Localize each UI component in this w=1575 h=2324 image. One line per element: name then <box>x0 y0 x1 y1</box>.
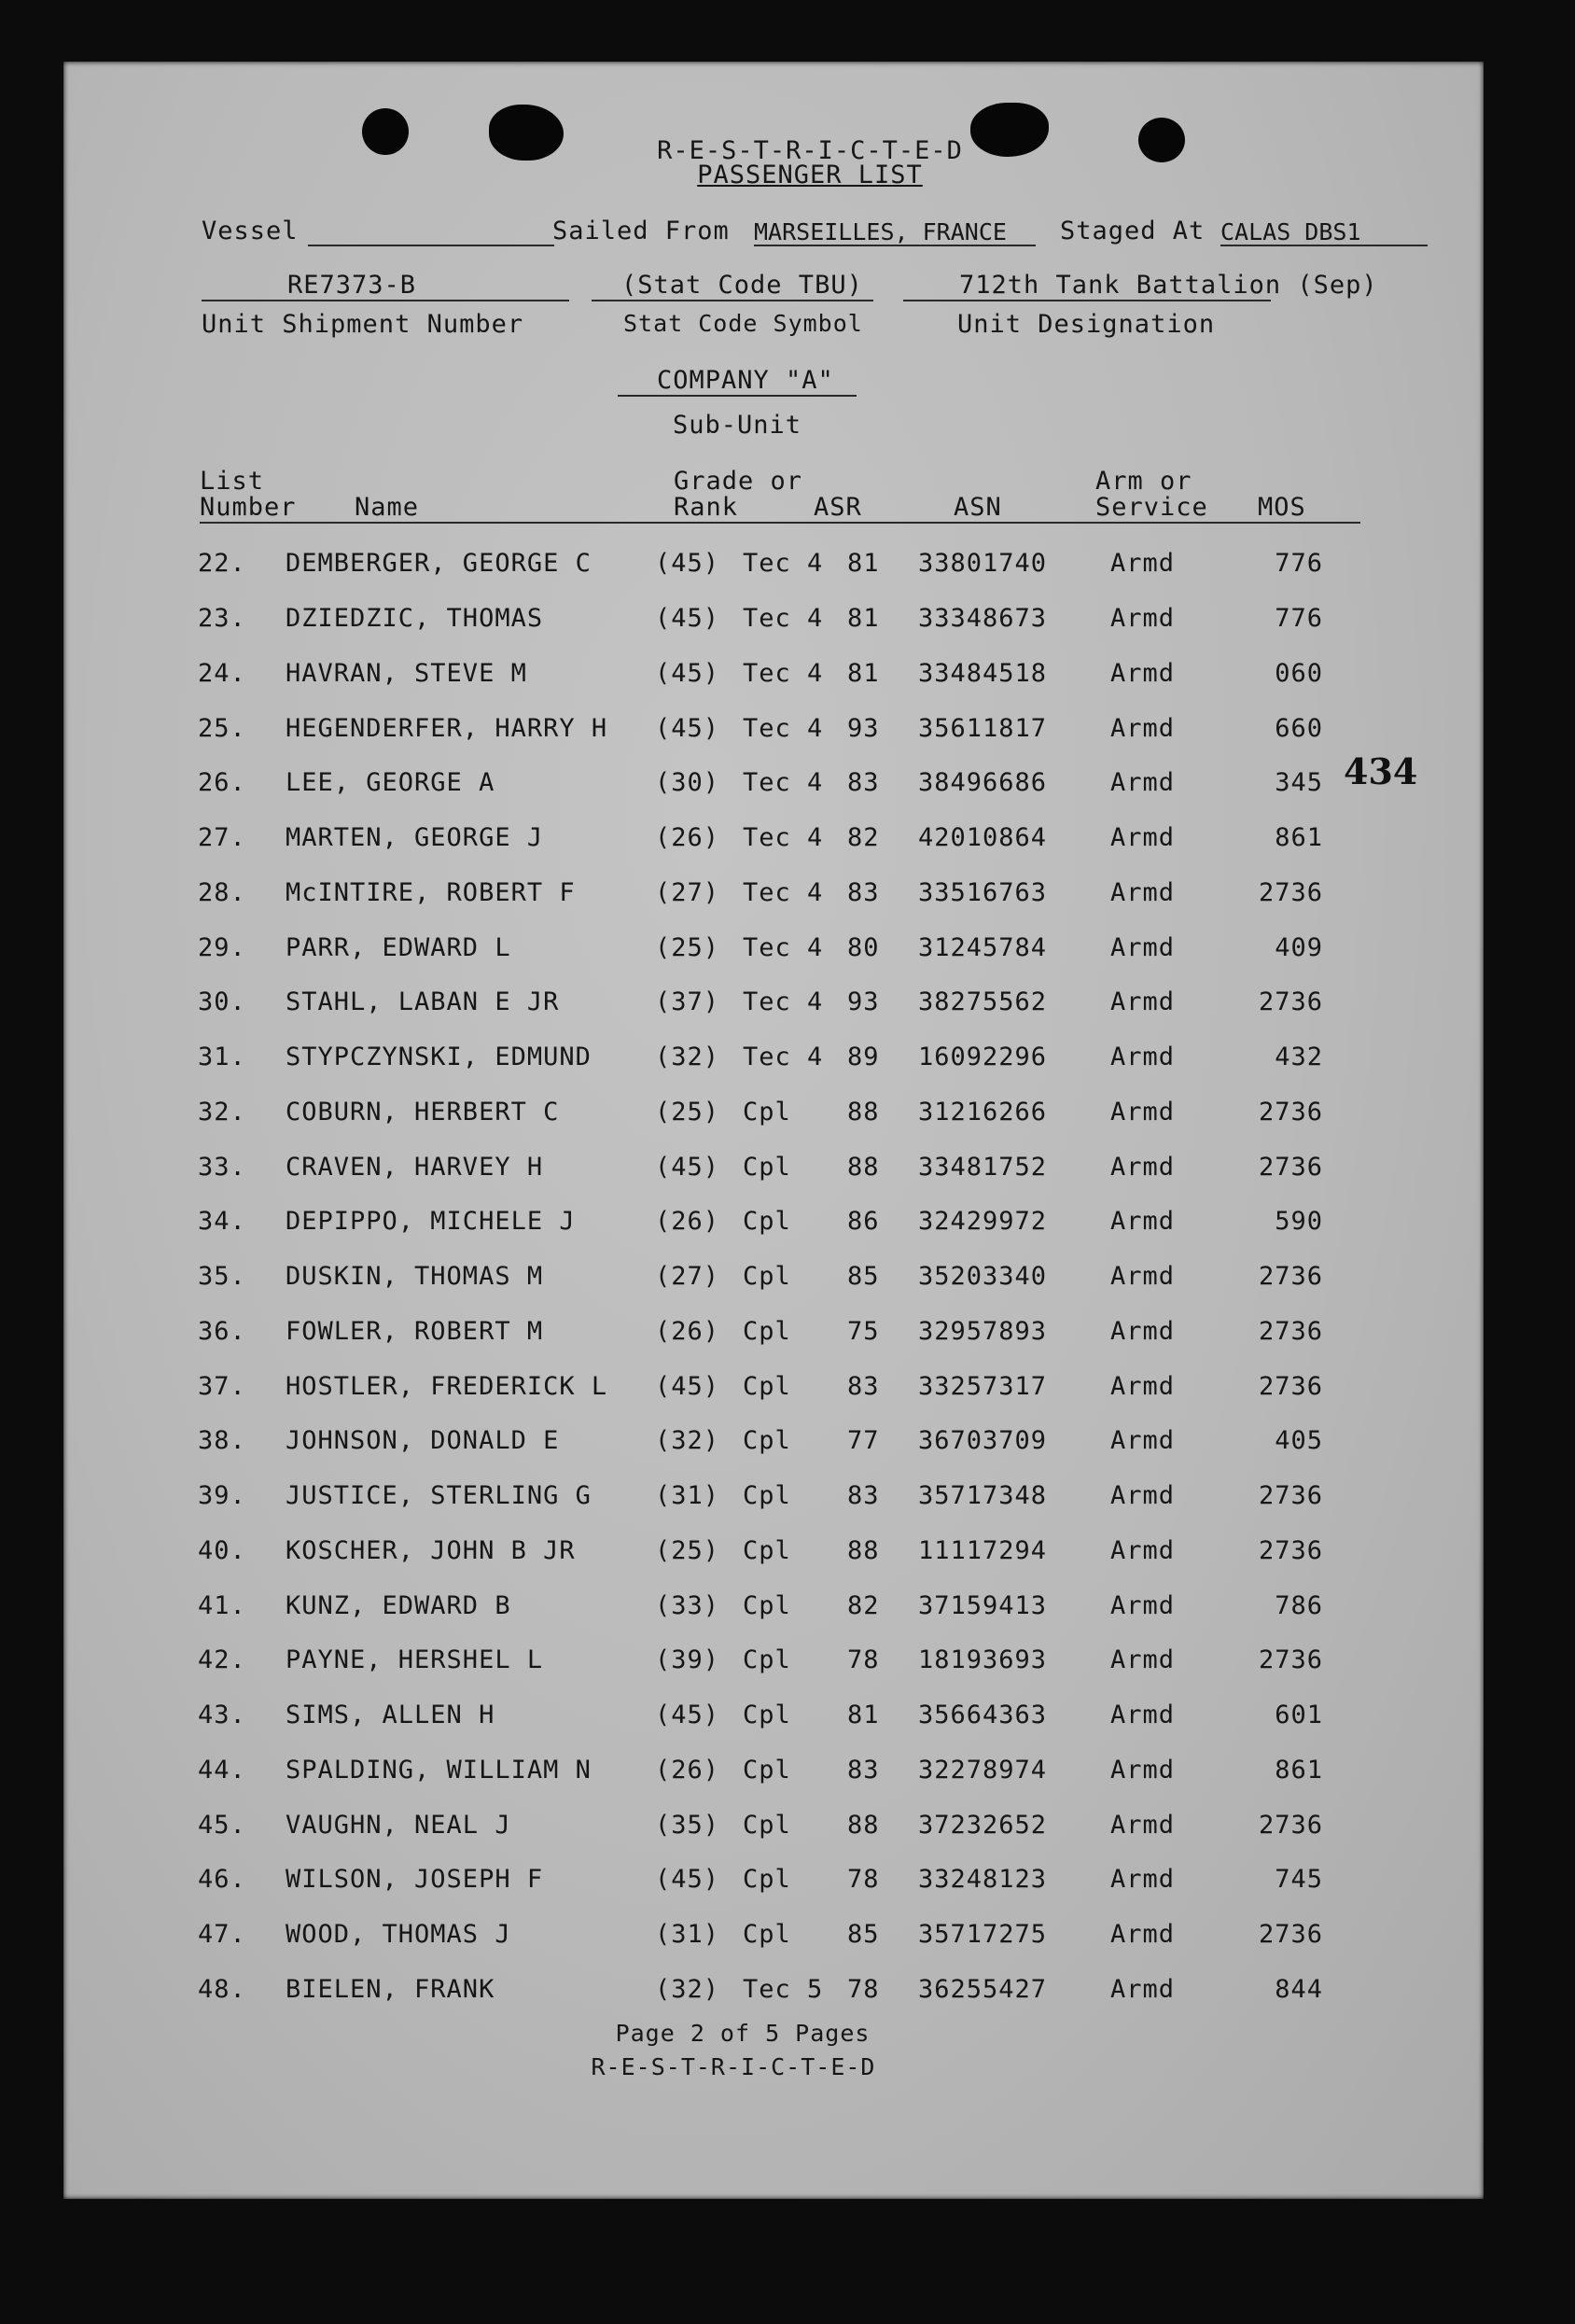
rank: Cpl <box>743 1645 791 1674</box>
punch-hole <box>489 105 564 161</box>
rank: Tec 4 <box>743 604 824 633</box>
punch-hole <box>1138 118 1185 162</box>
mos: 409 <box>1275 933 1323 962</box>
arm-service: Armd <box>1110 1153 1176 1182</box>
table-row <box>63 714 1484 751</box>
mos: 345 <box>1275 768 1323 797</box>
list-number: 40. <box>198 1536 246 1565</box>
table-row <box>63 1426 1484 1463</box>
rank: Cpl <box>743 1591 791 1620</box>
age: (25) <box>655 933 720 962</box>
asn: 33516763 <box>918 878 1048 907</box>
rank: Cpl <box>743 1098 791 1127</box>
table-row <box>63 823 1484 861</box>
asr: 83 <box>847 878 880 907</box>
sailed-from-value: MARSEILLES, FRANCE <box>754 218 1007 245</box>
arm-service: Armd <box>1110 1811 1176 1840</box>
asn: 37159413 <box>918 1591 1048 1620</box>
passenger-name: STYPCZYNSKI, EDMUND <box>286 1043 592 1071</box>
age: (39) <box>655 1645 720 1674</box>
mos: 2736 <box>1258 987 1323 1016</box>
table-row <box>63 1645 1484 1683</box>
age: (31) <box>655 1920 720 1949</box>
rank: Tec 4 <box>743 823 824 852</box>
asn: 32957893 <box>918 1317 1048 1346</box>
list-number: 28. <box>198 878 246 907</box>
age: (32) <box>655 1043 720 1071</box>
asn: 38275562 <box>918 987 1048 1016</box>
mos: 861 <box>1275 1756 1323 1785</box>
asr: 82 <box>847 1591 880 1620</box>
list-number: 35. <box>198 1262 246 1291</box>
mos: 2736 <box>1258 1098 1323 1127</box>
list-number: 27. <box>198 823 246 852</box>
mos: 776 <box>1275 549 1323 578</box>
punch-hole <box>362 108 409 155</box>
passenger-name: COBURN, HERBERT C <box>286 1098 560 1127</box>
mos: 2736 <box>1258 1372 1323 1401</box>
rank: Cpl <box>743 1756 791 1785</box>
passenger-name: BIELEN, FRANK <box>286 1975 495 2004</box>
asn: 31216266 <box>918 1098 1048 1127</box>
arm-service: Armd <box>1110 714 1176 743</box>
passenger-name: CRAVEN, HARVEY H <box>286 1153 544 1182</box>
passenger-name: JUSTICE, STERLING G <box>286 1481 592 1510</box>
age: (25) <box>655 1098 720 1127</box>
arm-service: Armd <box>1110 987 1176 1016</box>
asn: 42010864 <box>918 823 1048 852</box>
sailed-from-label: Sailed From <box>552 217 730 245</box>
list-number: 31. <box>198 1043 246 1071</box>
mos: 2736 <box>1258 1317 1323 1346</box>
table-row <box>63 604 1484 641</box>
rank: Cpl <box>743 1207 791 1236</box>
unit-designation-line <box>903 300 1271 301</box>
asr: 78 <box>847 1975 880 2004</box>
mos: 660 <box>1275 714 1323 743</box>
list-number: 42. <box>198 1645 246 1674</box>
page-number: Page 2 of 5 Pages <box>615 2020 871 2047</box>
arm-service: Armd <box>1110 933 1176 962</box>
arm-service: Armd <box>1110 878 1176 907</box>
passenger-name: SPALDING, WILLIAM N <box>286 1756 592 1785</box>
list-number: 38. <box>198 1426 246 1455</box>
asr: 93 <box>847 714 880 743</box>
list-number: 44. <box>198 1756 246 1785</box>
asn: 35664363 <box>918 1701 1048 1729</box>
asn: 35611817 <box>918 714 1048 743</box>
asn: 37232652 <box>918 1811 1048 1840</box>
rank: Tec 5 <box>743 1975 824 2004</box>
table-row <box>63 659 1484 696</box>
age: (27) <box>655 878 720 907</box>
arm-service: Armd <box>1110 604 1176 633</box>
asr: 89 <box>847 1043 880 1071</box>
mos: 601 <box>1275 1701 1323 1729</box>
asn: 33484518 <box>918 659 1048 688</box>
rank: Cpl <box>743 1701 791 1729</box>
passenger-name: HAVRAN, STEVE M <box>286 659 527 688</box>
asn: 35717275 <box>918 1920 1048 1949</box>
table-row <box>63 1043 1484 1080</box>
col-grade-2: Rank <box>674 493 739 522</box>
list-number: 32. <box>198 1098 246 1127</box>
asr: 93 <box>847 987 880 1016</box>
column-header-rule <box>200 522 1360 524</box>
arm-service: Armd <box>1110 1262 1176 1291</box>
rank: Cpl <box>743 1426 791 1455</box>
table-row <box>63 1098 1484 1135</box>
table-row <box>63 1865 1484 1902</box>
list-number: 26. <box>198 768 246 797</box>
passenger-name: McINTIRE, ROBERT F <box>286 878 576 907</box>
table-row <box>63 1536 1484 1574</box>
age: (26) <box>655 1317 720 1346</box>
age: (25) <box>655 1536 720 1565</box>
asr: 82 <box>847 823 880 852</box>
passenger-name: PAYNE, HERSHEL L <box>286 1645 544 1674</box>
rank: Tec 4 <box>743 768 824 797</box>
asr: 81 <box>847 549 880 578</box>
rank: Cpl <box>743 1262 791 1291</box>
col-asr: ASR <box>814 493 862 522</box>
age: (45) <box>655 1701 720 1729</box>
asr: 85 <box>847 1920 880 1949</box>
col-arm-1: Arm or <box>1095 467 1192 496</box>
staged-at-label: Staged At <box>1060 217 1206 245</box>
asr: 81 <box>847 604 880 633</box>
mos: 861 <box>1275 823 1323 852</box>
table-row <box>63 768 1484 805</box>
mos: 786 <box>1275 1591 1323 1620</box>
unit-shipment-label: Unit Shipment Number <box>202 310 524 339</box>
sub-unit-label: Sub-Unit <box>673 411 802 440</box>
asr: 77 <box>847 1426 880 1455</box>
arm-service: Armd <box>1110 1920 1176 1949</box>
asr: 75 <box>847 1317 880 1346</box>
asn: 11117294 <box>918 1536 1048 1565</box>
asn: 35203340 <box>918 1262 1048 1291</box>
passenger-name: JOHNSON, DONALD E <box>286 1426 560 1455</box>
passenger-name: DEPIPPO, MICHELE J <box>286 1207 576 1236</box>
asr: 85 <box>847 1262 880 1291</box>
table-row <box>63 1207 1484 1244</box>
table-row <box>63 1153 1484 1190</box>
arm-service: Armd <box>1110 1536 1176 1565</box>
rank: Tec 4 <box>743 714 824 743</box>
asr: 83 <box>847 1481 880 1510</box>
age: (45) <box>655 714 720 743</box>
passenger-name: VAUGHN, NEAL J <box>286 1811 511 1840</box>
mos: 405 <box>1275 1426 1323 1455</box>
table-row <box>63 1591 1484 1629</box>
age: (30) <box>655 768 720 797</box>
arm-service: Armd <box>1110 549 1176 578</box>
mos: 432 <box>1275 1043 1323 1071</box>
list-number: 30. <box>198 987 246 1016</box>
asn: 31245784 <box>918 933 1048 962</box>
list-number: 37. <box>198 1372 246 1401</box>
mos: 2736 <box>1258 1645 1323 1674</box>
passenger-name: HEGENDERFER, HARRY H <box>286 714 608 743</box>
list-number: 34. <box>198 1207 246 1236</box>
arm-service: Armd <box>1110 823 1176 852</box>
arm-service: Armd <box>1110 1207 1176 1236</box>
asr: 83 <box>847 1372 880 1401</box>
col-asn: ASN <box>954 493 1002 522</box>
passenger-name: KUNZ, EDWARD B <box>286 1591 511 1620</box>
asn: 35717348 <box>918 1481 1048 1510</box>
age: (26) <box>655 1756 720 1785</box>
restricted-header: R-E-S-T-R-I-C-T-E-D <box>657 136 963 165</box>
stat-code-label: Stat Code Symbol <box>623 310 863 337</box>
arm-service: Armd <box>1110 659 1176 688</box>
arm-service: Armd <box>1110 1481 1176 1510</box>
mos: 2736 <box>1258 1262 1323 1291</box>
asn: 36703709 <box>918 1426 1048 1455</box>
arm-service: Armd <box>1110 1098 1176 1127</box>
list-number: 45. <box>198 1811 246 1840</box>
passenger-name: SIMS, ALLEN H <box>286 1701 495 1729</box>
punch-hole <box>970 103 1049 157</box>
mos: 2736 <box>1258 1811 1323 1840</box>
passenger-name: LEE, GEORGE A <box>286 768 495 797</box>
table-row <box>63 1262 1484 1299</box>
rank: Tec 4 <box>743 987 824 1016</box>
document-page <box>63 62 1484 2199</box>
arm-service: Armd <box>1110 1317 1176 1346</box>
age: (45) <box>655 604 720 633</box>
passenger-name: FOWLER, ROBERT M <box>286 1317 544 1346</box>
table-row <box>63 1756 1484 1793</box>
asn: 33801740 <box>918 549 1048 578</box>
asn: 33257317 <box>918 1372 1048 1401</box>
rank: Cpl <box>743 1920 791 1949</box>
arm-service: Armd <box>1110 1426 1176 1455</box>
vessel-label: Vessel <box>202 217 299 245</box>
table-row <box>63 1920 1484 1957</box>
arm-service: Armd <box>1110 1043 1176 1071</box>
mos: 590 <box>1275 1207 1323 1236</box>
rank: Cpl <box>743 1317 791 1346</box>
passenger-name: PARR, EDWARD L <box>286 933 511 962</box>
table-row <box>63 878 1484 916</box>
arm-service: Armd <box>1110 1591 1176 1620</box>
mos: 776 <box>1275 604 1323 633</box>
asn: 32278974 <box>918 1756 1048 1785</box>
unit-shipment-line <box>202 300 569 301</box>
list-number: 47. <box>198 1920 246 1949</box>
asr: 83 <box>847 768 880 797</box>
asr: 81 <box>847 659 880 688</box>
passenger-name: WILSON, JOSEPH F <box>286 1865 544 1894</box>
asn: 33348673 <box>918 604 1048 633</box>
asr: 81 <box>847 1701 880 1729</box>
passenger-name: DZIEDZIC, THOMAS <box>286 604 544 633</box>
list-number: 41. <box>198 1591 246 1620</box>
mos: 2736 <box>1258 1153 1323 1182</box>
list-number: 25. <box>198 714 246 743</box>
asn: 38496686 <box>918 768 1048 797</box>
asn: 18193693 <box>918 1645 1048 1674</box>
asr: 88 <box>847 1098 880 1127</box>
rank: Cpl <box>743 1536 791 1565</box>
vessel-field-line <box>308 245 554 246</box>
list-number: 29. <box>198 933 246 962</box>
asn: 16092296 <box>918 1043 1048 1071</box>
age: (26) <box>655 823 720 852</box>
passenger-name: HOSTLER, FREDERICK L <box>286 1372 608 1401</box>
asn: 33481752 <box>918 1153 1048 1182</box>
table-row <box>63 1372 1484 1409</box>
age: (31) <box>655 1481 720 1510</box>
passenger-name: WOOD, THOMAS J <box>286 1920 511 1949</box>
table-row <box>63 933 1484 971</box>
asr: 78 <box>847 1645 880 1674</box>
asn: 36255427 <box>918 1975 1048 2004</box>
arm-service: Armd <box>1110 1701 1176 1729</box>
col-mos: MOS <box>1258 493 1306 522</box>
asr: 78 <box>847 1865 880 1894</box>
asn: 32429972 <box>918 1207 1048 1236</box>
unit-shipment-number: RE7373-B <box>287 271 417 300</box>
rank: Cpl <box>743 1153 791 1182</box>
unit-designation-label: Unit Designation <box>957 310 1216 339</box>
arm-service: Armd <box>1110 768 1176 797</box>
age: (37) <box>655 987 720 1016</box>
rank: Tec 4 <box>743 878 824 907</box>
table-row <box>63 549 1484 586</box>
rank: Tec 4 <box>743 1043 824 1071</box>
age: (32) <box>655 1975 720 2004</box>
mos: 2736 <box>1258 1536 1323 1565</box>
arm-service: Armd <box>1110 1975 1176 2004</box>
col-arm-2: Service <box>1095 493 1208 522</box>
asr: 83 <box>847 1756 880 1785</box>
rank: Cpl <box>743 1865 791 1894</box>
list-number: 36. <box>198 1317 246 1346</box>
age: (45) <box>655 659 720 688</box>
age: (32) <box>655 1426 720 1455</box>
table-row <box>63 1481 1484 1519</box>
arm-service: Armd <box>1110 1372 1176 1401</box>
asr: 88 <box>847 1536 880 1565</box>
age: (45) <box>655 1153 720 1182</box>
mos: 2736 <box>1258 1481 1323 1510</box>
mos: 2736 <box>1258 1920 1323 1949</box>
passenger-name: KOSCHER, JOHN B JR <box>286 1536 576 1565</box>
passenger-name: DUSKIN, THOMAS M <box>286 1262 544 1291</box>
sub-unit-line <box>618 395 857 397</box>
age: (26) <box>655 1207 720 1236</box>
asr: 88 <box>847 1153 880 1182</box>
stat-code-line <box>592 300 873 301</box>
age: (45) <box>655 1865 720 1894</box>
table-row <box>63 1701 1484 1738</box>
staged-at-line <box>1220 245 1428 246</box>
col-list-number-2: Number <box>200 493 297 522</box>
list-number: 43. <box>198 1701 246 1729</box>
stat-code: (Stat Code TBU) <box>621 271 863 300</box>
list-number: 46. <box>198 1865 246 1894</box>
asr: 86 <box>847 1207 880 1236</box>
age: (33) <box>655 1591 720 1620</box>
rank: Cpl <box>743 1811 791 1840</box>
arm-service: Armd <box>1110 1756 1176 1785</box>
rank: Cpl <box>743 1481 791 1510</box>
table-row <box>63 987 1484 1025</box>
list-number: 24. <box>198 659 246 688</box>
list-number: 23. <box>198 604 246 633</box>
col-list-number-1: List <box>200 467 265 496</box>
asn: 33248123 <box>918 1865 1048 1894</box>
age: (27) <box>655 1262 720 1291</box>
col-name: Name <box>355 493 420 522</box>
rank: Tec 4 <box>743 549 824 578</box>
table-row <box>63 1975 1484 2012</box>
table-row <box>63 1317 1484 1354</box>
list-number: 48. <box>198 1975 246 2004</box>
mos: 2736 <box>1258 878 1323 907</box>
mos: 844 <box>1275 1975 1323 2004</box>
staged-at-value: CALAS DBS1 <box>1220 218 1361 245</box>
sailed-from-line <box>754 245 1036 246</box>
arm-service: Armd <box>1110 1865 1176 1894</box>
age: (35) <box>655 1811 720 1840</box>
age: (45) <box>655 549 720 578</box>
col-grade-1: Grade or <box>674 467 803 496</box>
asr: 80 <box>847 933 880 962</box>
restricted-footer: R-E-S-T-R-I-C-T-E-D <box>591 2053 876 2080</box>
stamp-number: 434 <box>1344 750 1418 792</box>
asr: 88 <box>847 1811 880 1840</box>
list-number: 39. <box>198 1481 246 1510</box>
passenger-name: STAHL, LABAN E JR <box>286 987 560 1016</box>
passenger-name: DEMBERGER, GEORGE C <box>286 549 592 578</box>
rank: Cpl <box>743 1372 791 1401</box>
age: (45) <box>655 1372 720 1401</box>
document-title: PASSENGER LIST <box>697 161 923 189</box>
unit-designation: 712th Tank Battalion (Sep) <box>959 271 1378 300</box>
rank: Tec 4 <box>743 933 824 962</box>
passenger-name: MARTEN, GEORGE J <box>286 823 544 852</box>
sub-unit-value: COMPANY "A" <box>657 366 834 395</box>
list-number: 33. <box>198 1153 246 1182</box>
table-row <box>63 1811 1484 1848</box>
list-number: 22. <box>198 549 246 578</box>
mos: 060 <box>1275 659 1323 688</box>
rank: Tec 4 <box>743 659 824 688</box>
arm-service: Armd <box>1110 1645 1176 1674</box>
mos: 745 <box>1275 1865 1323 1894</box>
